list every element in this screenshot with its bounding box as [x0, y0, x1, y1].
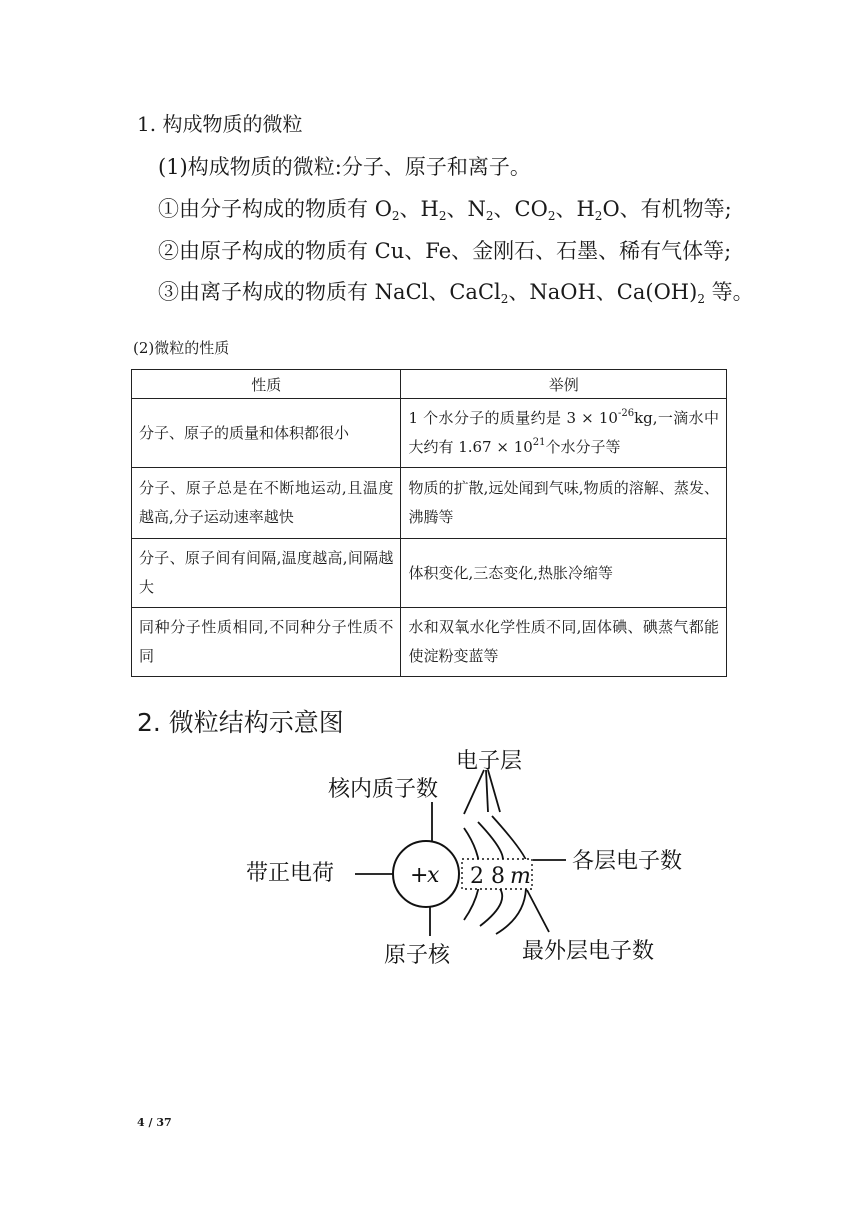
example-cell: 物质的扩散,远处闻到气味,物质的溶解、蒸发、沸腾等 [401, 468, 727, 539]
atomic-structure-diagram [230, 740, 720, 980]
example-cell: 水和双氧水化学性质不同,固体碘、碘蒸气都能使淀粉变蓝等 [401, 608, 727, 677]
exponent-1: -26 [617, 408, 635, 419]
example-text-b: kg,一滴水中大约有 1.67 × 10 [408, 409, 719, 456]
property-cell: 分子、原子总是在不断地运动,且温度越高,分子运动速率越快 [132, 468, 401, 539]
example-cell: 体积变化,三态变化,热胀冷缩等 [401, 539, 727, 608]
nucleus-sign: + [410, 863, 429, 888]
example-cell [401, 399, 727, 468]
section-heading-diagram: 2. 微粒结构示意图 [137, 708, 344, 737]
nucleus-label: 原子核 [384, 943, 451, 968]
table-header-row [132, 370, 727, 399]
ion-subscript-1: 2 [500, 292, 509, 306]
shell-pointer-2 [486, 770, 488, 812]
table-row [132, 399, 727, 468]
table-row [132, 468, 727, 539]
example-text-c: 个水分子等 [545, 438, 621, 456]
outer-shell-variable: m [510, 864, 531, 889]
page-number: 4 / 37 [137, 1116, 172, 1129]
ion-substances-line [158, 276, 754, 306]
ion-subscript-2: 2 [697, 292, 705, 306]
table-row [132, 539, 727, 608]
electron-shell-label: 电子层 [456, 749, 523, 774]
ion-suffix: 等。 [704, 280, 754, 304]
nucleus-variable: x [427, 863, 440, 888]
header-example: 举例 [401, 370, 727, 399]
shell-pointer-1 [464, 770, 484, 814]
particle-properties-table [131, 369, 727, 677]
property-cell: 分子、原子的质量和体积都很小 [132, 399, 401, 468]
molecule-substances-line: ①由分子构成的物质有 $O_2$、$H_2$、$N_2$、$CO_2$、$H_2O$、有机物等; [158, 197, 732, 223]
shell-arc-3-bottom [496, 886, 526, 934]
particle-types-line: (1)构成物质的微粒:分子、原子和离子。 [158, 155, 531, 179]
example-text-a: 1 个水分子的质量约是 3 × 10 [408, 409, 618, 427]
shell-arc-2-bottom [480, 884, 502, 926]
exponent-2: 21 [532, 437, 546, 448]
molecule-suffix: 、有机物等; [619, 197, 732, 221]
section-heading-particles: 1. 构成物质的微粒 [137, 112, 303, 136]
outermost-electrons-label: 最外层电子数 [522, 939, 655, 964]
positive-charge-label: 带正电荷 [246, 861, 335, 886]
proton-number-label: 核内质子数 [328, 777, 439, 802]
property-cell: 分子、原子间有间隔,温度越高,间隔越大 [132, 539, 401, 608]
ion-prefix: ③由离子构成的物质有 NaCl、CaCl [158, 280, 501, 304]
table-row [132, 608, 727, 677]
table-caption: (2)微粒的性质 [133, 339, 230, 357]
ion-mid: 、NaOH、Ca(OH) [508, 280, 698, 304]
shell-pointer-3 [488, 770, 500, 812]
electrons-per-shell-label: 各层电子数 [572, 849, 683, 874]
atom-substances-line: ②由原子构成的物质有 Cu、Fe、金刚石、石墨、稀有气体等; [158, 239, 732, 263]
shell-counts: 2 8 [470, 864, 505, 889]
header-property: 性质 [132, 370, 401, 399]
outermost-pointer [527, 890, 549, 932]
property-cell: 同种分子性质相同,不同种分子性质不同 [132, 608, 401, 677]
molecule-prefix: ①由分子构成的物质有 [158, 197, 375, 221]
